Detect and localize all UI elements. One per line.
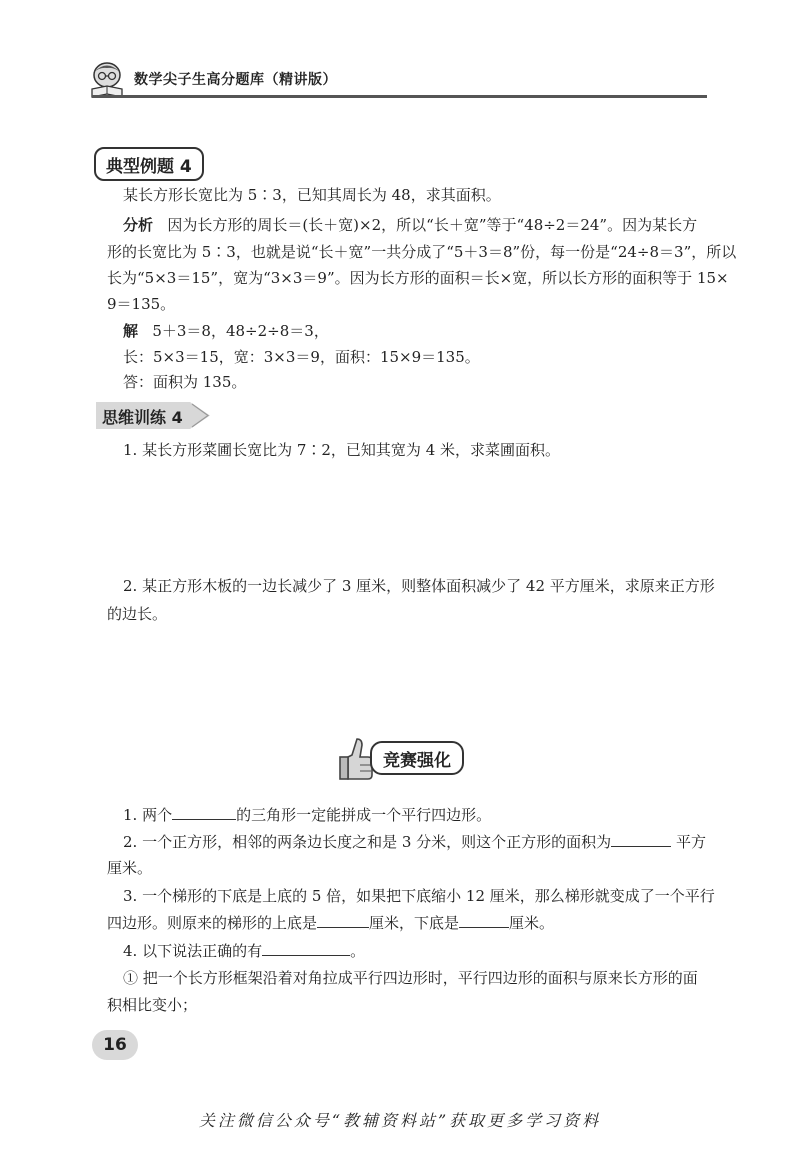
training-question-2-line-2: 的边长。 [107, 605, 168, 623]
competition-question-2 [123, 832, 706, 852]
answer-blank[interactable] [317, 913, 369, 928]
cq2-part-a: 2. 一个正方形，相邻的两条边长度之和是 3 分米，则这个正方形的面积为 [123, 833, 612, 851]
solution-line-2: 长：5×3＝15，宽：3×3＝9，面积：15×9＝135。 [123, 348, 480, 366]
training-question-2-line-1: 2. 某正方形木板的一边长减少了 3 厘米，则整体面积减少了 42 平方厘米，求原来正方形 [123, 577, 715, 595]
analysis-line-4: 9＝135。 [107, 295, 176, 313]
training-badge-label: 思维训练 4 [102, 408, 183, 427]
footer-watermark-note: 关注微信公众号“教辅资料站”获取更多学习资料 [198, 1111, 602, 1130]
solution-answer: 答：面积为 135。 [123, 373, 247, 391]
competition-question-3-line-1: 3. 一个梯形的下底是上底的 5 倍，如果把下底缩小 12 厘米，那么梯形就变成了一个平行 [123, 887, 715, 905]
cq3-part-a: 四边形。则原来的梯形的上底是 [107, 914, 318, 932]
competition-question-4-option-1-line-2: 积相比变小； [107, 996, 198, 1014]
cq3-part-c: 厘米。 [509, 914, 555, 932]
example-badge: 典型例题 4 [94, 147, 204, 181]
competition-question-4 [123, 941, 365, 961]
training-badge [96, 402, 216, 429]
solution-line-1 [123, 321, 329, 341]
competition-badge-label: 竞赛强化 [370, 741, 464, 775]
example-problem: 某长方形长宽比为 5∶3，已知其周长为 48，求其面积。 [123, 186, 501, 204]
running-header [88, 66, 337, 92]
answer-blank[interactable] [611, 832, 671, 847]
solution-text-1: 5＋3＝8，48÷2÷8＝3， [152, 322, 329, 340]
analysis-text-1: 因为长方形的周长＝(长＋宽)×2，所以“长＋宽”等于“48÷2＝24”。因为某长方 [167, 216, 698, 234]
cq4-part-b: 。 [350, 942, 366, 960]
analysis-line-1 [123, 215, 697, 235]
competition-question-1 [123, 805, 491, 825]
answer-blank[interactable] [262, 941, 350, 956]
thumbs-up-icon [338, 735, 374, 783]
mascot-reading-icon [88, 59, 126, 99]
training-question-1: 1. 某长方形菜圃长宽比为 7∶2，已知其宽为 4 米，求菜圃面积。 [123, 441, 561, 459]
book-title: 数学尖子生高分题库（精讲版） [134, 72, 337, 88]
answer-blank[interactable] [459, 913, 509, 928]
analysis-label: 分析 [123, 216, 154, 234]
competition-badge [338, 733, 468, 785]
cq1-part-b: 的三角形一定能拼成一个平行四边形。 [236, 806, 492, 824]
cq3-part-b: 厘米，下底是 [369, 914, 460, 932]
competition-question-4-option-1: ① 把一个长方形框架沿着对角拉成平行四边形时，平行四边形的面积与原来长方形的面 [123, 969, 698, 987]
competition-question-2-line-2: 厘米。 [107, 859, 153, 877]
arrow-tab-icon [184, 402, 212, 429]
page-number: 16 [92, 1030, 138, 1060]
answer-blank[interactable] [172, 805, 236, 820]
cq4-part-a: 4. 以下说法正确的有 [123, 942, 263, 960]
cq1-part-a: 1. 两个 [123, 806, 173, 824]
cq2-part-b: 平方 [675, 833, 706, 851]
competition-question-3-line-2 [107, 913, 554, 933]
header-divider [92, 95, 707, 98]
analysis-line-3: 长为“5×3＝15”，宽为“3×3＝9”。因为长方形的面积＝长×宽，所以长方形的面积等于 15× [107, 269, 729, 287]
analysis-line-2: 形的长宽比为 5∶3，也就是说“长＋宽”一共分成了“5＋3＝8”份，每一份是“24÷8＝3”，所以 [107, 243, 737, 261]
solution-label: 解 [123, 322, 139, 340]
